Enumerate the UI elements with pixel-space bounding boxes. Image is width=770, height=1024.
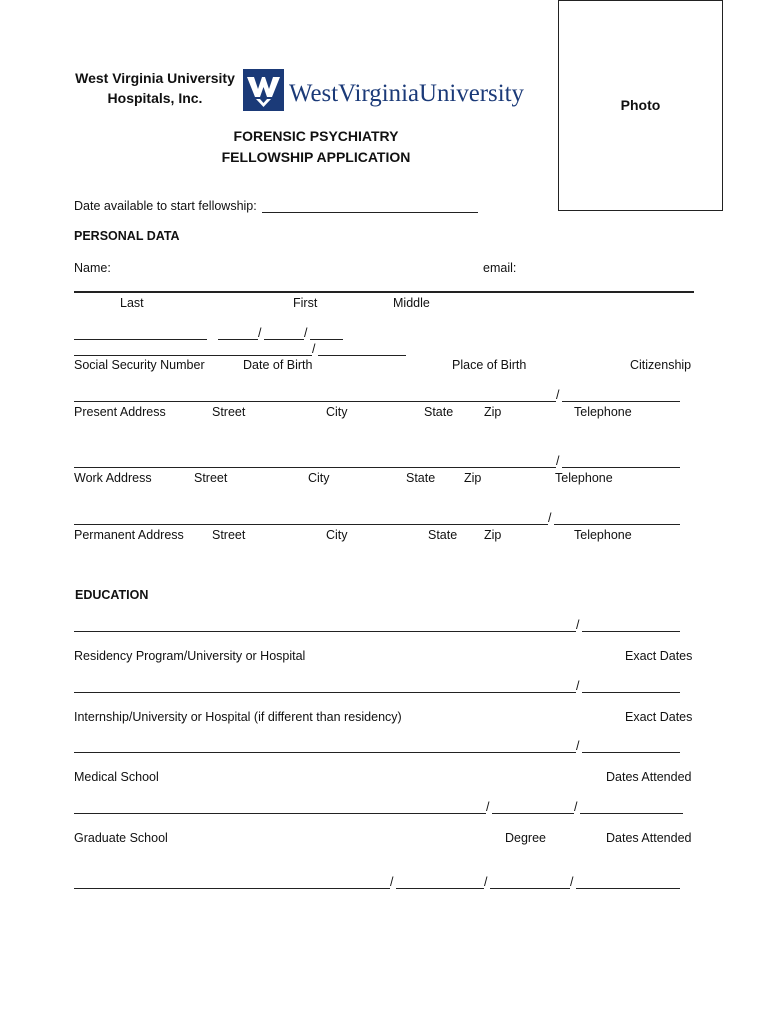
ssn-label: Social Security Number <box>74 358 205 372</box>
wvu-logo <box>243 69 528 113</box>
present-address-field[interactable] <box>74 401 556 402</box>
graduate-dates-label: Dates Attended <box>606 831 692 845</box>
permanent-telephone-label: Telephone <box>574 528 632 542</box>
citizenship-field[interactable] <box>318 355 406 356</box>
education-heading: EDUCATION <box>75 588 149 602</box>
internship-field[interactable] <box>74 692 576 693</box>
residency-field[interactable] <box>74 631 576 632</box>
photo-label: Photo <box>620 97 661 113</box>
internship-dates-label: Exact Dates <box>625 710 693 724</box>
residency-dates-field[interactable] <box>582 631 680 632</box>
permanent-city-label: City <box>326 528 348 542</box>
work-state-label: State <box>406 471 436 485</box>
work-street-label: Street <box>194 471 228 485</box>
dob-label: Date of Birth <box>243 358 313 372</box>
present-city-label: City <box>326 405 348 419</box>
dob-month-field[interactable] <box>218 339 258 340</box>
medical-school-field[interactable] <box>74 752 576 753</box>
logo-wordmark: WestVirginiaUniversity <box>289 80 525 107</box>
permanent-telephone-field[interactable] <box>554 524 680 525</box>
pob-label: Place of Birth <box>452 358 527 372</box>
medical-school-dates-label: Dates Attended <box>606 770 692 784</box>
permanent-street-label: Street <box>212 528 246 542</box>
dob-year-field[interactable] <box>310 339 343 340</box>
dob-day-field[interactable] <box>264 339 304 340</box>
ssn-field[interactable] <box>74 339 207 340</box>
present-telephone-field[interactable] <box>562 401 680 402</box>
present-address-label: Present Address <box>74 405 166 419</box>
additional-dates-field[interactable] <box>576 888 680 889</box>
present-telephone-label: Telephone <box>574 405 632 419</box>
work-zip-label: Zip <box>464 471 482 485</box>
graduate-degree-field[interactable] <box>492 813 574 814</box>
name-email-field[interactable] <box>74 291 694 293</box>
work-telephone-field[interactable] <box>562 467 680 468</box>
internship-label: Internship/University or Hospital (if different than residency) <box>74 710 402 724</box>
place-of-birth-field[interactable] <box>74 355 312 356</box>
additional-degree-field[interactable] <box>396 888 484 889</box>
first-name-label: First <box>293 296 318 310</box>
internship-dates-field[interactable] <box>582 692 680 693</box>
present-zip-label: Zip <box>484 405 502 419</box>
personal-data-heading: PERSONAL DATA <box>74 229 180 243</box>
photo-box[interactable] <box>558 0 723 211</box>
hospital-name: West Virginia University Hospitals, Inc. <box>75 70 235 106</box>
document-title: FORENSIC PSYCHIATRY FELLOWSHIP APPLICATION <box>221 128 411 165</box>
name-label: Name: <box>74 261 111 275</box>
graduate-school-label: Graduate School <box>74 831 168 845</box>
graduate-school-field[interactable] <box>74 813 486 814</box>
graduate-dates-field[interactable] <box>580 813 683 814</box>
medical-school-label: Medical School <box>74 770 159 784</box>
residency-dates-label: Exact Dates <box>625 649 693 663</box>
permanent-state-label: State <box>428 528 458 542</box>
residency-label: Residency Program/University or Hospital <box>74 649 306 663</box>
work-address-field[interactable] <box>74 467 556 468</box>
work-address-label: Work Address <box>74 471 152 485</box>
middle-name-label: Middle <box>393 296 430 310</box>
start-date-label: Date available to start fellowship: <box>74 199 257 213</box>
permanent-zip-label: Zip <box>484 528 502 542</box>
email-label: email: <box>483 261 517 275</box>
permanent-address-field[interactable] <box>74 524 548 525</box>
additional-date-field[interactable] <box>490 888 570 889</box>
work-telephone-label: Telephone <box>555 471 613 485</box>
start-date-field[interactable] <box>262 212 478 213</box>
graduate-degree-label: Degree <box>505 831 546 845</box>
present-state-label: State <box>424 405 454 419</box>
permanent-address-label: Permanent Address <box>74 528 184 542</box>
additional-entry-field[interactable] <box>74 888 390 889</box>
present-street-label: Street <box>212 405 246 419</box>
medical-school-dates-field[interactable] <box>582 752 680 753</box>
work-city-label: City <box>308 471 330 485</box>
last-name-label: Last <box>120 296 144 310</box>
citizenship-label: Citizenship <box>630 358 692 372</box>
